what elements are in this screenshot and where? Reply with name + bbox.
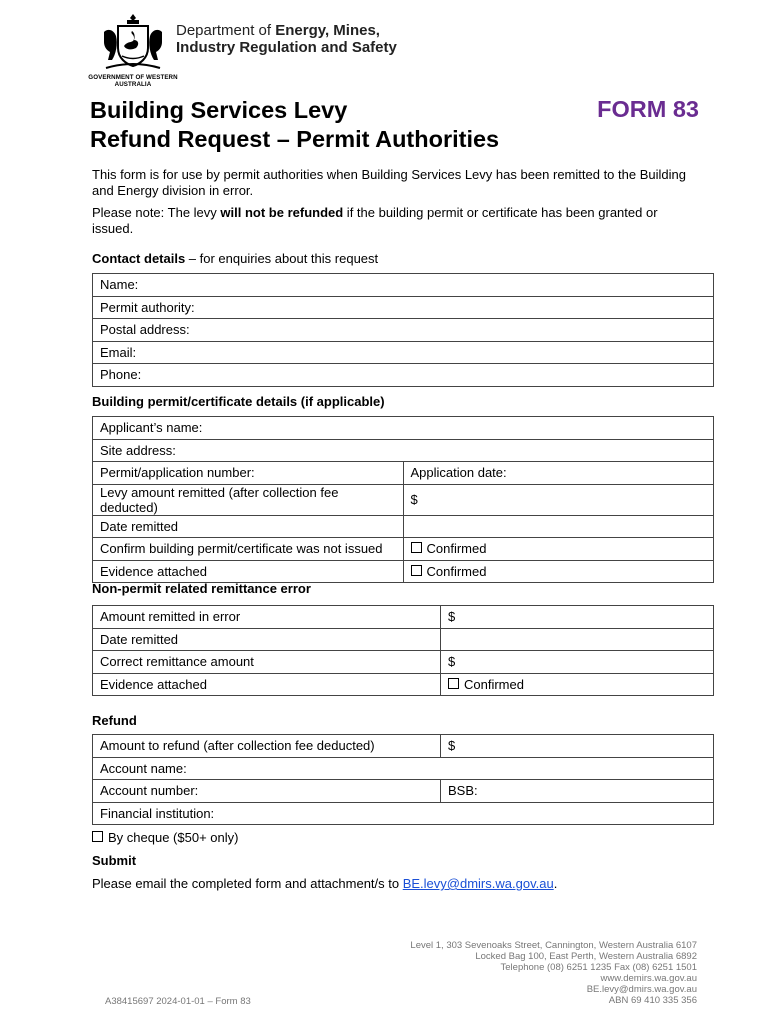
contact-heading: Contact details – for enquiries about this request [92, 251, 379, 266]
account-name-field[interactable]: Account name: [93, 757, 714, 780]
levy-amount-label: Levy amount remitted (after collection fee deducted) [93, 484, 404, 515]
refund-heading: Refund [92, 713, 137, 728]
postal-address-field[interactable]: Postal address: [93, 319, 714, 342]
correct-amount-label: Correct remittance amount [93, 651, 441, 674]
site-address-field[interactable]: Site address: [93, 439, 714, 462]
correct-amount-field[interactable]: $ [441, 651, 714, 674]
evidence-checkbox[interactable]: Confirmed [403, 560, 714, 583]
levy-amount-field[interactable]: $ [403, 484, 714, 515]
submit-instructions: Please email the completed form and attachment/s to BE.levy@dmirs.wa.gov.au. [92, 876, 558, 891]
nonpermit-table [92, 605, 714, 696]
name-field[interactable]: Name: [93, 274, 714, 297]
np-date-remitted-label: Date remitted [93, 628, 441, 651]
amount-error-field[interactable]: $ [441, 606, 714, 629]
applicant-name-field[interactable]: Applicant’s name: [93, 417, 714, 440]
email-field[interactable]: Email: [93, 341, 714, 364]
permit-authority-field[interactable]: Permit authority: [93, 296, 714, 319]
department-name: Department of Energy, Mines, Industry Regulation and Safety [176, 22, 397, 56]
application-date-field[interactable]: Application date: [403, 462, 714, 485]
footer-web-link[interactable]: www.demirs.wa.gov.au [600, 973, 697, 984]
document-reference: A38415697 2024-01-01 – Form 83 [105, 996, 251, 1007]
note-paragraph: Please note: The levy will not be refunded if the building permit or certificate has been granted or issued. [92, 205, 658, 236]
refund-amount-field[interactable]: $ [441, 735, 714, 758]
permit-table [92, 416, 714, 583]
not-issued-checkbox[interactable]: Confirmed [403, 538, 714, 561]
page-title: Building Services Levy Refund Request – Permit Authorities [90, 97, 500, 152]
footer-address: Level 1, 303 Sevenoaks Street, Cannington, Western Australia 6107 Locked Bag 100, East Perth, Western Australia 6892 Telephone (08) 6251 1235 Fax (08) 6251 1501 www.demirs.wa.gov.au BE.levy@dmirs.wa.gov.au ABN 69 410 335 356 [410, 940, 697, 1006]
account-number-field[interactable]: Account number: [93, 780, 441, 803]
form-number: FORM 83 [597, 96, 699, 122]
intro-paragraph: This form is for use by permit authorities when Building Services Levy has been remitted to the Building and Energy division in error. [92, 167, 686, 198]
phone-field[interactable]: Phone: [93, 364, 714, 387]
bsb-field[interactable]: BSB: [441, 780, 714, 803]
permit-heading: Building permit/certificate details (if applicable) [92, 394, 385, 409]
checkbox-icon[interactable] [92, 831, 103, 842]
refund-amount-label: Amount to refund (after collection fee deducted) [93, 735, 441, 758]
permit-number-field[interactable]: Permit/application number: [93, 462, 404, 485]
cheque-checkbox[interactable]: By cheque ($50+ only) [92, 830, 238, 845]
refund-table [92, 734, 714, 825]
financial-institution-field[interactable]: Financial institution: [93, 802, 714, 825]
amount-error-label: Amount remitted in error [93, 606, 441, 629]
np-date-remitted-field[interactable] [441, 628, 714, 651]
government-label: GOVERNMENT OF WESTERN AUSTRALIA [88, 74, 178, 88]
not-issued-label: Confirm building permit/certificate was not issued [93, 538, 404, 561]
checkbox-icon[interactable] [448, 678, 459, 689]
crest-icon [100, 12, 166, 72]
email-link[interactable]: BE.levy@dmirs.wa.gov.au [402, 876, 554, 891]
checkbox-icon[interactable] [411, 542, 422, 553]
footer-email-link[interactable]: BE.levy@dmirs.wa.gov.au [586, 984, 697, 995]
np-evidence-label: Evidence attached [93, 673, 441, 696]
date-remitted-label: Date remitted [93, 515, 404, 538]
date-remitted-field[interactable] [403, 515, 714, 538]
submit-heading: Submit [92, 853, 137, 868]
np-evidence-checkbox[interactable]: Confirmed [441, 673, 714, 696]
nonpermit-heading: Non-permit related remittance error [92, 581, 311, 596]
header [88, 10, 708, 90]
contact-table [92, 273, 714, 387]
checkbox-icon[interactable] [411, 565, 422, 576]
wa-crest-logo [88, 12, 178, 90]
evidence-label: Evidence attached [93, 560, 404, 583]
